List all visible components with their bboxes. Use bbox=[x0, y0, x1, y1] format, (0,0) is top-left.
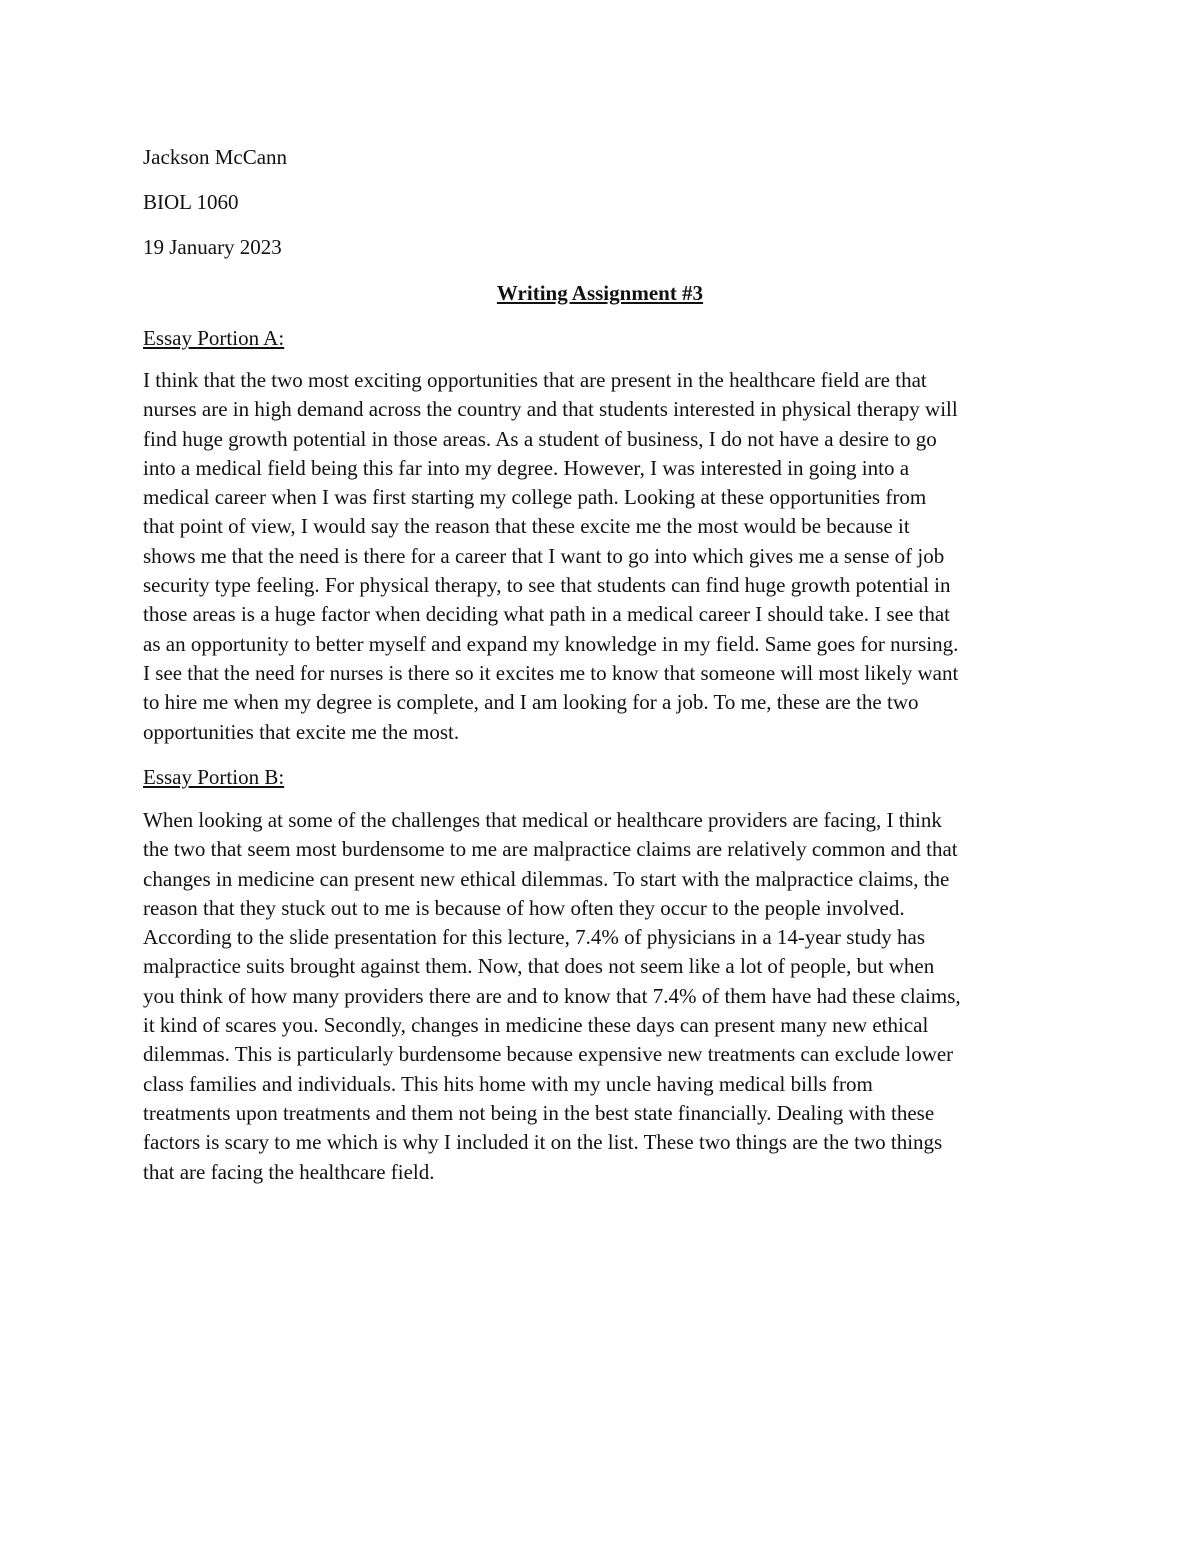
paragraph-line: shows me that the need is there for a career that I want to go into which gives me a sense of job bbox=[143, 543, 945, 568]
paragraph-line: those areas is a huge factor when deciding what path in a medical career I should take. I see that bbox=[143, 602, 951, 627]
paragraph-line: you think of how many providers there are and to know that 7.4% of them have had these claims, bbox=[143, 983, 961, 1008]
paragraph-line: changes in medicine can present new ethical dilemmas. To start with the malpractice claims, the bbox=[143, 866, 950, 891]
document-date: 19 January 2023 bbox=[143, 235, 282, 259]
section-heading-a: Essay Portion A: bbox=[143, 326, 285, 350]
paragraph-line: When looking at some of the challenges that medical or healthcare providers are facing, I think bbox=[143, 808, 942, 832]
section-heading-b: Essay Portion B: bbox=[143, 765, 285, 789]
paragraph-line: medical career when I was first starting my college path. Looking at these opportunities from bbox=[143, 485, 927, 510]
course-code: BIOL 1060 bbox=[143, 190, 239, 214]
paragraph-line: nurses are in high demand across the country and that students interested in physical therapy will bbox=[143, 397, 958, 422]
essay-paragraph-b bbox=[143, 806, 1063, 1187]
essay-paragraph-a bbox=[143, 366, 1063, 747]
paragraph-line: According to the slide presentation for this lecture, 7.4% of physicians in a 14-year study has bbox=[143, 925, 926, 950]
paragraph-line: that point of view, I would say the reason that these excite me the most would be because it bbox=[143, 514, 910, 539]
paragraph-line: opportunities that excite me the most. bbox=[143, 719, 460, 744]
paragraph-line: security type feeling. For physical therapy, to see that students can find huge growth potential in bbox=[143, 573, 951, 598]
paragraph-line: malpractice suits brought against them. Now, that does not seem like a lot of people, but when bbox=[143, 954, 935, 979]
document-title: Writing Assignment #3 bbox=[496, 281, 704, 305]
paragraph-line: that are facing the healthcare field. bbox=[143, 1159, 435, 1184]
paragraph-line: it kind of scares you. Secondly, changes in medicine these days can present many new ethical bbox=[143, 1013, 929, 1038]
paragraph-line: dilemmas. This is particularly burdensome because expensive new treatments can exclude lower bbox=[143, 1042, 954, 1067]
paragraph-line: to hire me when my degree is complete, and I am looking for a job. To me, these are the two bbox=[143, 690, 919, 715]
paragraph-line: into a medical field being this far into my degree. However, I was interested in going into a bbox=[143, 455, 910, 480]
paragraph-line: I see that the need for nurses is there so it excites me to know that someone will most likely want bbox=[143, 660, 959, 685]
paragraph-line: the two that seem most burdensome to me are malpractice claims are relatively common and that bbox=[143, 837, 958, 862]
paragraph-line: as an opportunity to better myself and expand my knowledge in my field. Same goes for nursing. bbox=[143, 631, 959, 656]
author-name: Jackson McCann bbox=[143, 145, 288, 169]
paragraph-line: find huge growth potential in those areas. As a student of business, I do not have a desire to go bbox=[143, 426, 937, 451]
paragraph-line: class families and individuals. This hits home with my uncle having medical bills from bbox=[143, 1071, 873, 1096]
paragraph-line: treatments upon treatments and them not being in the best state financially. Dealing with these bbox=[143, 1100, 935, 1125]
paragraph-line: factors is scary to me which is why I included it on the list. These two things are the two things bbox=[143, 1130, 943, 1155]
paragraph-line: I think that the two most exciting opportunities that are present in the healthcare field are that bbox=[143, 368, 927, 392]
paragraph-line: reason that they stuck out to me is because of how often they occur to the people involved. bbox=[143, 895, 905, 920]
